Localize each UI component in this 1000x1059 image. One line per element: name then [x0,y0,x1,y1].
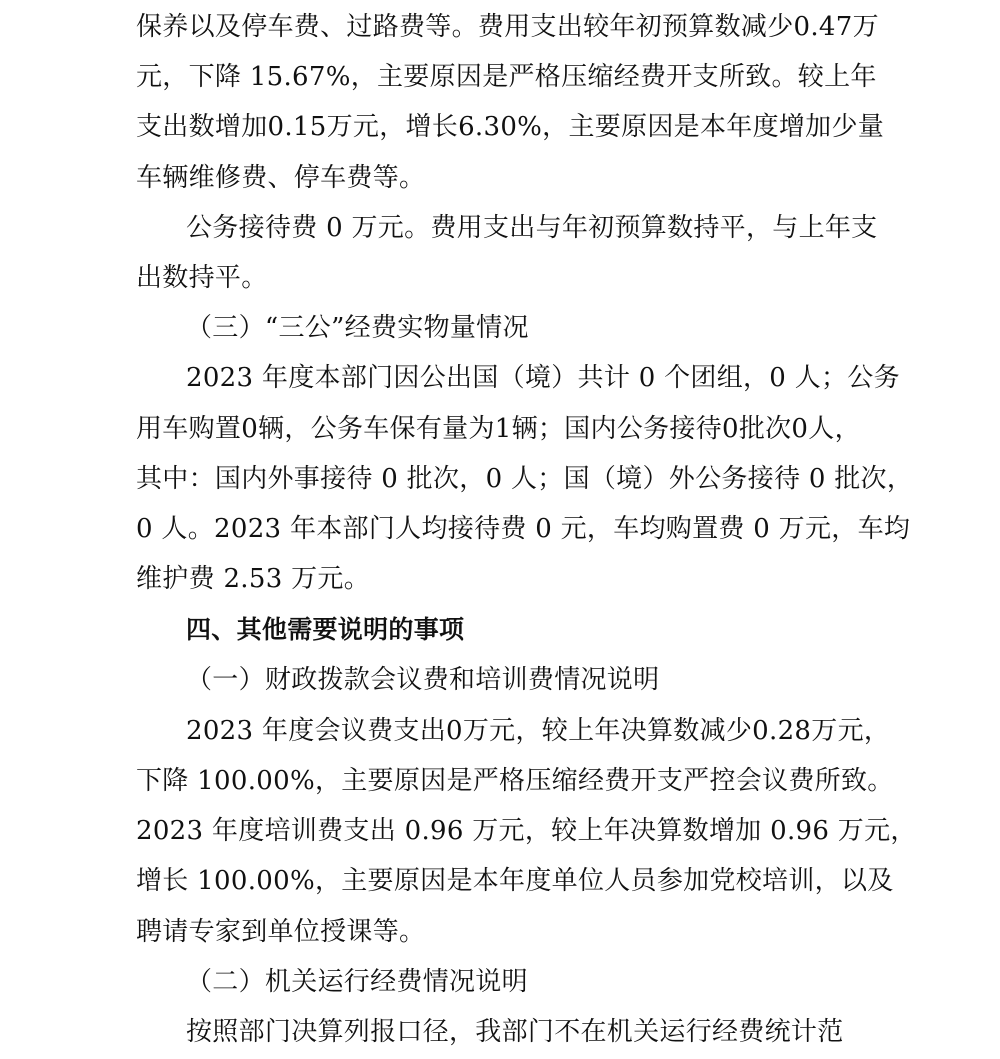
section-heading: （二）机关运行经费情况说明 [186,967,528,997]
paragraph-line: 下降 100.00%，主要原因是严格压缩经费开支严控会议费所致。 [136,766,894,796]
chapter-heading: 四、其他需要说明的事项 [186,615,465,644]
paragraph-line: 2023 年度本部门因公出国（境）共计 0 个团组，0 人；公务 [186,363,900,393]
paragraph-line: 2023 年度会议费支出0万元，较上年决算数减少0.28万元， [186,716,891,746]
paragraph-line: 出数持平。 [136,263,268,293]
paragraph-line: 增长 100.00%，主要原因是本年度单位人员参加党校培训，以及 [136,866,894,896]
paragraph-line: 维护费 2.53 万元。 [136,564,371,594]
paragraph-line: 支出数增加0.15万元，增长6.30%，主要原因是本年度增加少量 [136,112,885,142]
paragraph-line: 公务接待费 0 万元。费用支出与年初预算数持平，与上年支 [186,213,878,243]
paragraph-line: 车辆维修费、停车费等。 [136,163,426,193]
paragraph-line: 0 人。2023 年本部门人均接待费 0 元，车均购置费 0 万元，车均 [136,514,911,544]
paragraph-line: 2023 年度培训费支出 0.96 万元，较上年决算数增加 0.96 万元， [136,816,917,846]
paragraph-line: 其中：国内外事接待 0 批次，0 人；国（境）外公务接待 0 批次， [136,464,914,494]
paragraph-line: 按照部门决算列报口径，我部门不在机关运行经费统计范 [186,1017,844,1047]
paragraph-line: 聘请专家到单位授课等。 [136,917,426,947]
paragraph-line: 用车购置0辆，公务车保有量为1辆；国内公务接待0批次0人， [136,414,861,444]
paragraph-line: 保养以及停车费、过路费等。费用支出较年初预算数减少0.47万 [136,12,879,42]
section-heading: （一）财政拨款会议费和培训费情况说明 [186,665,660,695]
section-heading: （三）“三公”经费实物量情况 [186,313,529,343]
paragraph-line: 元，下降 15.67%，主要原因是严格压缩经费开支所致。较上年 [136,62,877,92]
